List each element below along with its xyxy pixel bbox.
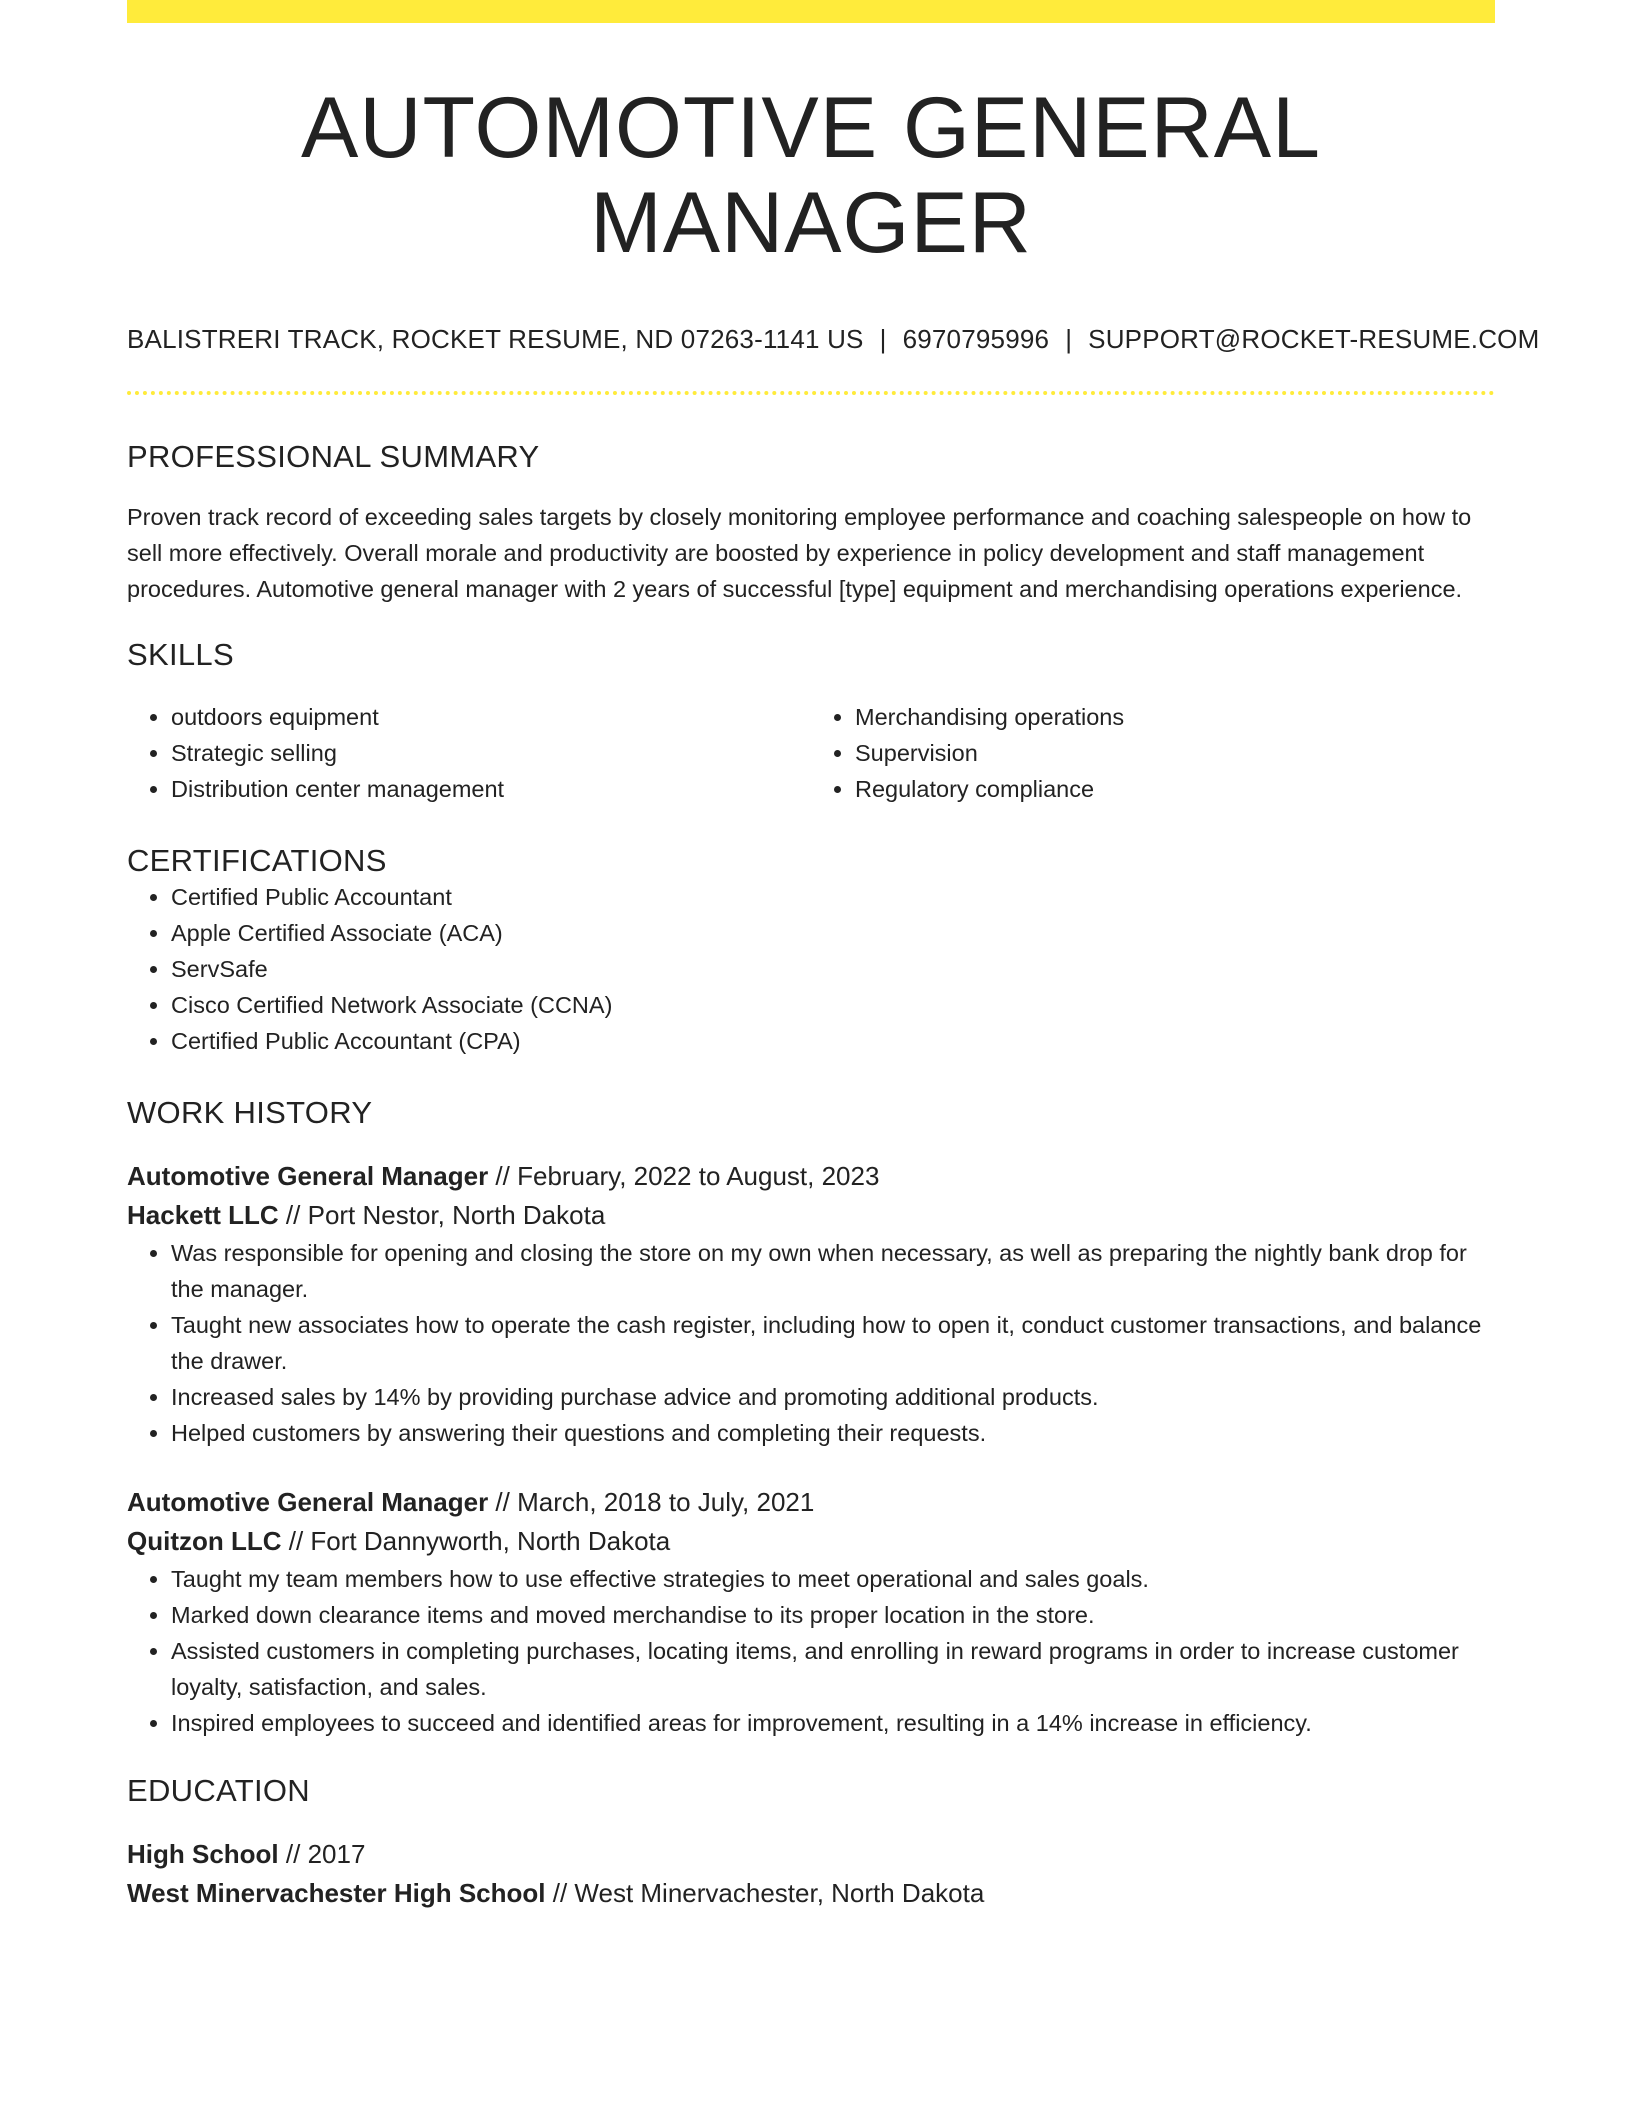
job-bullets — [127, 1561, 1495, 1741]
job-company: Hackett LLC — [127, 1200, 279, 1231]
list-item: • Certified Public Accountant (CPA) — [171, 1023, 1495, 1059]
list-item: • Was responsible for opening and closing the store on my own when necessary, as well as preparing the nightly bank drop for the manager. — [171, 1235, 1495, 1307]
list-item: • outdoors equipment — [171, 699, 811, 735]
list-item: • Cisco Certified Network Associate (CCNA) — [171, 987, 1495, 1023]
list-item: • Helped customers by answering their questions and completing their requests. — [171, 1415, 1495, 1451]
resume-title: AUTOMOTIVE GENERAL MANAGER — [301, 80, 1321, 271]
job-role-line — [127, 1157, 1495, 1196]
education-degree-line — [127, 1835, 1495, 1874]
list-item: • Merchandising operations — [855, 699, 1495, 735]
resume-page — [127, 0, 1540, 1913]
contact-email: SUPPORT@ROCKET-RESUME.COM — [1088, 324, 1540, 355]
list-item: • Assisted customers in completing purchases, locating items, and enrolling in reward programs in order to increase customer loyalty, satisfaction, and sales. — [171, 1633, 1495, 1705]
section-title-skills: SKILLS — [127, 637, 234, 673]
contact-address: BALISTRERI TRACK, ROCKET RESUME, ND 07263-1141 US — [127, 324, 864, 355]
section-title-education: EDUCATION — [127, 1773, 310, 1809]
job-location: // Fort Dannyworth, North Dakota — [281, 1526, 671, 1557]
list-item: • Strategic selling — [171, 735, 811, 771]
job-role: Automotive General Manager — [127, 1487, 489, 1518]
job-company-line — [127, 1522, 1495, 1561]
job-dates: // February, 2022 to August, 2023 — [488, 1161, 880, 1192]
list-item: • Taught my team members how to use effective strategies to meet operational and sales goals. — [171, 1561, 1495, 1597]
list-item: • ServSafe — [171, 951, 1495, 987]
list-item: • Certified Public Accountant — [171, 879, 1495, 915]
list-item: • Distribution center management — [171, 771, 811, 807]
summary-text: Proven track record of exceeding sales targets by closely monitoring employee performance and coaching salespeople on how to sell more effectively. Overall morale and productivity are boosted by experience in policy development and staff management procedures. Automotive general manager with 2 years of successful [type] equipment and merchandising operations experience. — [127, 504, 1472, 603]
contact-phone: 6970795996 — [902, 324, 1050, 355]
contact-separator: | — [879, 324, 887, 355]
job-role-line — [127, 1483, 1495, 1522]
job-dates: // March, 2018 to July, 2021 — [488, 1487, 815, 1518]
section-title-work-history: WORK HISTORY — [127, 1095, 373, 1131]
certifications-list — [127, 879, 1495, 1059]
list-item: • Apple Certified Associate (ACA) — [171, 915, 1495, 951]
job-company-line — [127, 1196, 1495, 1235]
job-bullets — [127, 1235, 1495, 1451]
list-item: • Supervision — [855, 735, 1495, 771]
education-degree: High School — [127, 1839, 279, 1870]
contact-separator: | — [1065, 324, 1073, 355]
education-location: // West Minervachester, North Dakota — [545, 1878, 985, 1909]
education-school-line — [127, 1874, 1495, 1913]
skills-list-right — [811, 699, 1495, 807]
education-school: West Minervachester High School — [127, 1878, 546, 1909]
job-company: Quitzon LLC — [127, 1526, 282, 1557]
education-year: // 2017 — [278, 1839, 366, 1870]
top-accent-bar — [127, 0, 1495, 23]
job-location: // Port Nestor, North Dakota — [278, 1200, 606, 1231]
skills-list-left — [127, 699, 811, 807]
list-item: • Regulatory compliance — [855, 771, 1495, 807]
section-title-summary: PROFESSIONAL SUMMARY — [127, 439, 540, 475]
list-item: • Taught new associates how to operate the cash register, including how to open it, conduct customer transactions, and balance the drawer. — [171, 1307, 1495, 1379]
section-title-certifications: CERTIFICATIONS — [127, 843, 387, 879]
list-item: • Increased sales by 14% by providing purchase advice and promoting additional products. — [171, 1379, 1495, 1415]
header-divider — [127, 391, 1495, 395]
job-role: Automotive General Manager — [127, 1161, 489, 1192]
list-item: • Marked down clearance items and moved merchandise to its proper location in the store. — [171, 1597, 1495, 1633]
list-item: • Inspired employees to succeed and identified areas for improvement, resulting in a 14% increase in efficiency. — [171, 1705, 1495, 1741]
skills-columns — [127, 699, 1495, 807]
contact-line — [127, 324, 1540, 355]
